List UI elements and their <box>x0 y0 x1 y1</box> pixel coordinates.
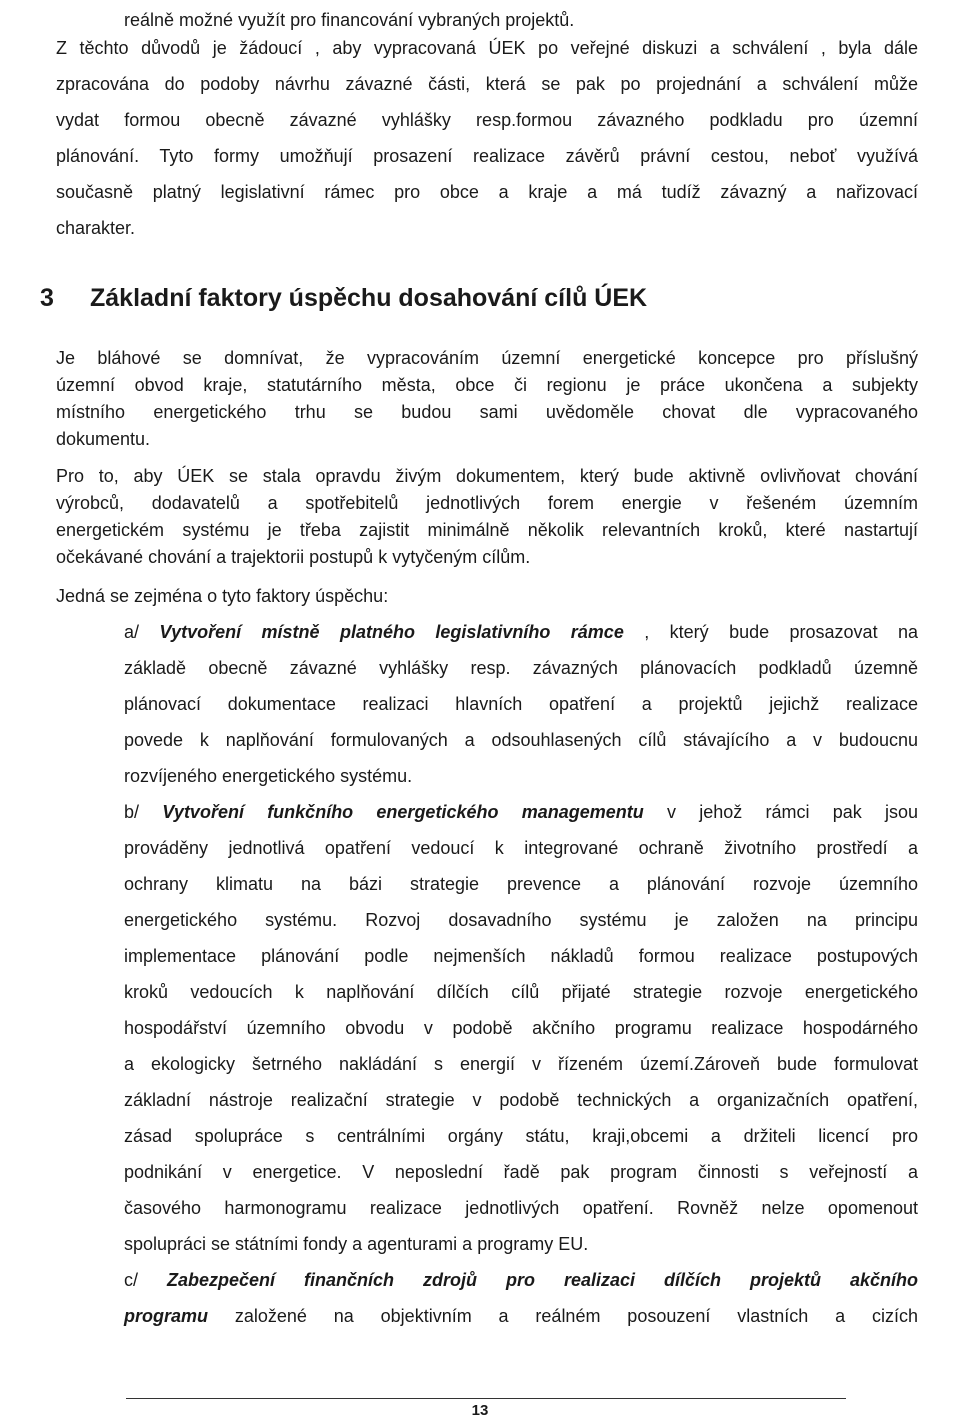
item-text: založené na objektivním a reálném posouzení vlastních a cizích <box>208 1306 918 1326</box>
text-line: Z těchto důvodů je žádoucí , aby vypracovaná ÚEK po veřejné diskuzi a schválení , byla dále <box>56 38 918 58</box>
text-line: reálně možné využít pro financování vybraných projektů. <box>124 10 575 30</box>
text-line: ochrany klimatu na bázi strategie prevence a plánování rozvoje územního <box>124 874 918 894</box>
list-item <box>124 794 918 1262</box>
text-line: charakter. <box>56 218 136 238</box>
text-line: dokumentu. <box>56 429 151 449</box>
item-emphasis: Vytvoření funkčního energetického managementu <box>162 802 644 822</box>
text-line: místního energetického trhu se budou sami uvědoměle chovat dle vypracovaného <box>56 402 918 422</box>
text-line <box>124 614 918 650</box>
section-paragraph <box>56 463 918 571</box>
item-text: , který bude prosazovat na <box>623 622 918 642</box>
text-line: plánování. Tyto formy umožňují prosazení realizace závěrů právní cestou, neboť využívá <box>56 146 918 166</box>
text-line: základní nástroje realizační strategie v podobě technických a organizačních opatření, <box>124 1090 918 1110</box>
section-heading <box>40 284 647 313</box>
list-item <box>124 1262 918 1334</box>
item-marker: a/ <box>124 622 160 642</box>
item-marker: b/ <box>124 802 163 822</box>
page-number: 13 <box>471 1402 489 1419</box>
section-title: Základní faktory úspěchu dosahování cílů ÚEK <box>90 284 648 312</box>
text-line: kroků vedoucích k naplňování dílčích cílů přijaté strategie rozvoje energetického <box>124 982 918 1002</box>
text-line: implementace plánování podle nejmenších nákladů formou realizace postupových <box>124 946 918 966</box>
text-line: hospodářství územního obvodu v podobě akčního programu realizace hospodárného <box>124 1018 918 1038</box>
text-line: spolupráci se státními fondy a agenturami a programy EU. <box>124 1234 589 1254</box>
text-line: výrobců, dodavatelů a spotřebitelů jednotlivých forem energie v řešeném územním <box>56 493 918 513</box>
text-line <box>124 1262 918 1298</box>
intro-paragraph <box>56 30 918 246</box>
list-item <box>124 614 918 794</box>
text-line: a ekologicky šetrného nakládání s energií v řízeném území.Zároveň bude formulovat <box>124 1054 918 1074</box>
text-line: základě obecně závazné vyhlášky resp. závazných plánovacích podkladů územně <box>124 658 918 678</box>
text-line: plánovací dokumentace realizaci hlavních opatření a projektů jejichž realizace <box>124 694 918 714</box>
text-line: energetickém systému je třeba zajistit minimálně několik relevantních kroků, které nastartují <box>56 520 918 540</box>
item-emphasis: programu <box>124 1306 209 1326</box>
text-line: Pro to, aby ÚEK se stala opravdu živým dokumentem, který bude aktivně ovlivňovat chování <box>56 466 918 486</box>
item-marker: c/ <box>124 1270 167 1290</box>
item-text: v jehož rámci pak jsou <box>643 802 918 822</box>
text-line: časového harmonogramu realizace jednotlivých opatření. Rovněž nelze opomenout <box>124 1198 918 1218</box>
text-line: povede k naplňování formulovaných a odsouhlasených cílů stávajícího a v budoucnu <box>124 730 918 750</box>
text-line <box>124 794 918 830</box>
text-line: energetického systému. Rozvoj dosavadního systému je založen na principu <box>124 910 918 930</box>
text-line: současně platný legislativní rámec pro obce a kraje a má tudíž závazný a nařizovací <box>56 182 918 202</box>
text-line: územní obvod kraje, statutárního města, obce či regionu je práce ukončena a subjekty <box>56 375 918 395</box>
section-number: 3 <box>40 284 54 312</box>
section-paragraph <box>56 345 918 453</box>
text-line: podnikání v energetice. V neposlední řadě pak program činnosti s veřejností a <box>124 1162 918 1182</box>
text-line: zpracována do podoby návrhu závazné části, která se pak po projednání a schválení může <box>56 74 918 94</box>
text-line: očekávané chování a trajektorii postupů k vytyčeným cílům. <box>56 547 531 567</box>
item-emphasis: Vytvoření místně platného legislativního rámce <box>159 622 624 642</box>
text-line: zásad spolupráce s centrálními orgány státu, kraji,obcemi a držiteli licencí pro <box>124 1126 918 1146</box>
text-line: prováděny jednotlivá opatření vedoucí k integrované ochraně životního prostředí a <box>124 838 918 858</box>
lead-sentence <box>56 582 918 610</box>
text-line: Jedná se zejména o tyto faktory úspěchu: <box>56 586 389 606</box>
text-line: Je bláhové se domnívat, že vypracováním územní energetické koncepce pro příslušný <box>56 348 918 368</box>
text-line: rozvíjeného energetického systému. <box>124 766 413 786</box>
item-emphasis: Zabezpečení finančních zdrojů pro realizaci dílčích projektů akčního <box>166 1270 918 1290</box>
text-line: vydat formou obecně závazné vyhlášky resp.formou závazného podkladu pro územní <box>56 110 918 130</box>
footer-divider <box>126 1398 846 1399</box>
text-line <box>124 1298 918 1334</box>
